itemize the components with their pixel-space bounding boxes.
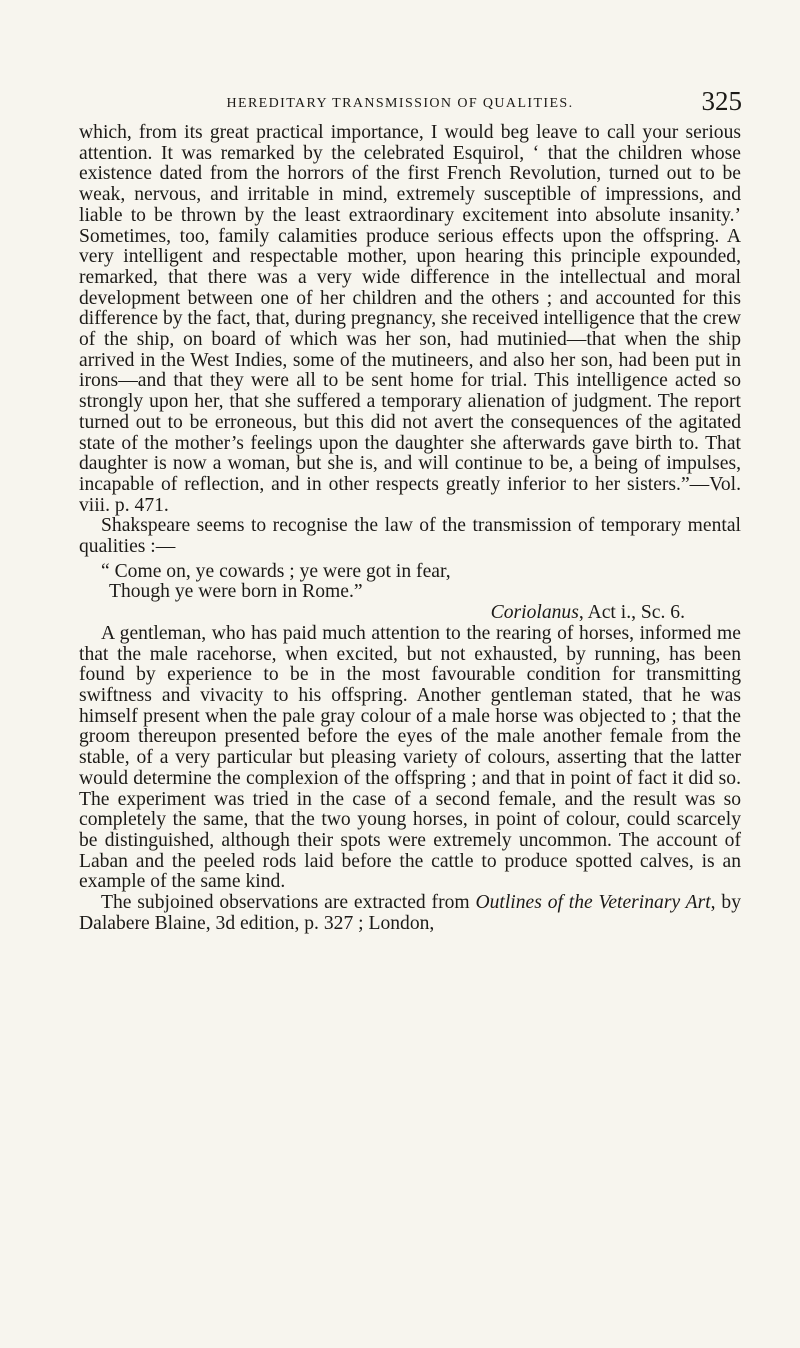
citation-title: Coriolanus (490, 602, 579, 624)
running-head: HEREDITARY TRANSMISSION OF QUALITIES. (226, 96, 574, 111)
body-text (79, 123, 741, 934)
paragraph: A gentleman, who has paid much attention to the rearing of horses, informed me that the male racehorse, when excited, but not exhausted, by running, has been found by experience to be in the most favourable condition for transmitting swiftness and vivacity to his offspring. Another gentleman stated, that he was himself present when the pale gray colour of a male horse was objected to ; that the groom thereupon presented before the eyes of the male another female from the stable, of a very particular but pleasing variety of colours, asserting that the latter would determine the complexion of the offspring ; and that in point of fact it did so. The experiment was tried in the case of a second female, and the result was so completely the same, that the two young horses, in point of colour, could scarcely be distinguished, although their spots were extremely uncommon. The account of Laban and the peeled rods laid before the cattle to produce spotted calves, is an example of the same kind. (79, 622, 741, 893)
quote-citation (79, 603, 741, 624)
quote-line: Though ye were born in Rome.” (109, 581, 363, 603)
paragraph-text: The subjoined observations are extracted from (101, 892, 476, 914)
book-title: Outlines of the Veterinary Art (475, 892, 711, 914)
paragraph: which, from its great practical importance, I would beg leave to call your serious attention. It was remarked by the celebrated Esquirol, ‘ that the children whose existence dated from the horrors of the first French Revolution, turned out to be weak, nervous, and irritable in mind, extremely susceptible of impressions, and liable to be thrown by the least extraordinary excitement into absolute insanity.’ Sometimes, too, family calamities produce serious effects upon the offspring. A very intelligent and respectable mother, upon hearing this principle expounded, remarked, that there was a very wide difference in the intellectual and moral development between one of her children and the others ; and accounted for this difference by the fact, that, during pregnancy, she received intelligence that the crew of the ship, on board of which was her son, had mutinied—that when the ship arrived in the West Indies, some of the mutineers, and also her son, had been put in irons—and that they were all to be sent home for trial. This intelligence acted so strongly upon her, that she suffered a temporary alienation of judgment. The report turned out to be erroneous, but this did not avert the consequences of the agitated state of the mother’s feelings upon the daughter she afterwards gave birth to. That daughter is now a woman, but she is, and will continue to be, a being of impulses, incapable of reflection, and in other respects greatly inferior to her sisters.”—Vol. viii. p. 471. (79, 122, 741, 516)
page-number: 325 (701, 86, 742, 116)
block-quote (79, 562, 741, 624)
paragraph-text: , by Dalabere Blaine, 3d edition, p. 327 ; London, (79, 892, 741, 934)
paragraph (79, 893, 741, 934)
quote-line: “ Come on, ye cowards ; ye were got in fear, (101, 560, 451, 582)
paragraph: Shakspeare seems to recognise the law of the transmission of temporary mental qualities :— (79, 515, 741, 558)
citation-reference: , Act i., Sc. 6. (578, 602, 685, 624)
